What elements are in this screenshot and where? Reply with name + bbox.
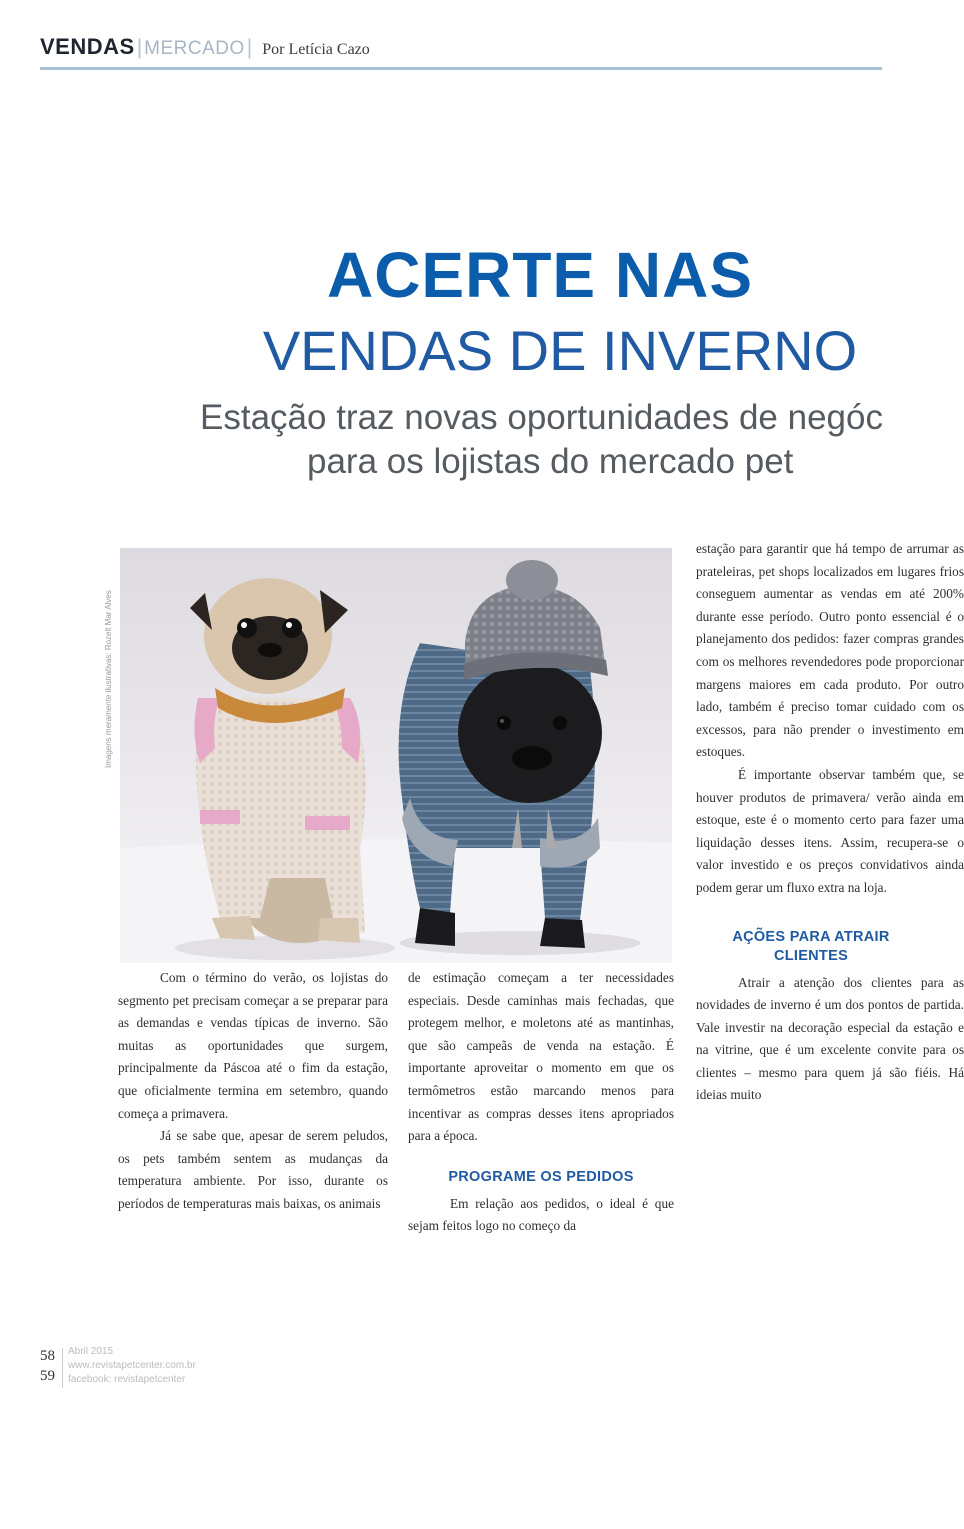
deck-subtitle <box>180 396 882 486</box>
section-label: VENDAS <box>40 34 135 59</box>
footer-social: facebook: revistapetcenter <box>68 1374 186 1385</box>
header-separator: | <box>246 36 253 59</box>
header-row <box>40 34 370 60</box>
paragraph: É importante observar também que, se houver produtos de primavera/ verão ainda em estoque, este é o momento certo para fazer uma liquidação desses itens. Assim, recupera-se o valor investido e os preços convidativos ainda podem gerar um fluxo extra na loja. <box>696 766 964 895</box>
page-number-left: 58 <box>40 1348 55 1364</box>
pugs-illustration <box>120 548 672 963</box>
article-column-3 <box>696 538 964 1278</box>
article-column-1 <box>118 967 388 1216</box>
article-column-3-text <box>696 538 964 1107</box>
deck-line-1: Estação traz novas oportunidades de negóc <box>200 398 883 437</box>
footer-issue: Abril 2015 <box>68 1346 114 1357</box>
photo-credit: Imagens meramente ilustrativas: Rozelt Mar Alves <box>104 590 113 768</box>
section-subheading: PROGRAME OS PEDIDOS <box>448 1168 634 1185</box>
deck-line-2: para os lojistas do mercado pet <box>307 442 794 481</box>
paragraph: Com o término do verão, os lojistas do segmento pet precisam começar a se preparar para as demandas e vendas típicas de inverno. São muitas as oportunidades que surgem, principalmente da Páscoa até o fim da estação, que oficialmente termina em setembro, quando começa a primavera. <box>118 970 388 1121</box>
headline-line-2: VENDAS DE INVERNO <box>262 319 858 382</box>
footer-website: www.revistapetcenter.com.br <box>68 1360 196 1371</box>
subsection-label: MERCADO <box>144 38 245 59</box>
article-photo-pugs <box>120 548 672 963</box>
page-footer <box>40 1346 300 1396</box>
footer-divider <box>62 1348 63 1388</box>
header-separator: | <box>136 36 143 59</box>
paragraph: estação para garantir que há tempo de arrumar as prateleiras, pet shops localizados em lugares frios conseguem aumentar as vendas em até 200% durante esse período. Outro ponto essencial é o planejamento dos pedidos: fazer compras grandes com os melhores revendedores pode proporcionar margens maiores em cada produto. Por outro lado, também é preciso tomar cuidado com os excessos, para não prender o investimento em estoques. <box>696 541 964 760</box>
paragraph: Já se sabe que, apesar de serem peludos, os pets também sentem as mudanças da temperatura ambiente. Por isso, durante os períodos de temperaturas mais baixas, os animais <box>118 1128 388 1211</box>
page-header <box>40 34 882 70</box>
headline-line-1: ACERTE NAS <box>326 239 754 311</box>
page-number-right: 59 <box>40 1368 55 1384</box>
paragraph: de estimação começam a ter necessidades especiais. Desde caminhas mais fechadas, que protegem melhor, e moletons até as mantinhas, que são campeãs de venda na estação. É importante aproveitar o momento em que os termômetros estão marcando menos para incentivar as compras desses itens apropriados para a época. <box>408 970 674 1144</box>
article-column-2 <box>408 967 674 1238</box>
author-byline: Por Letícia Cazo <box>262 41 370 58</box>
paragraph: Em relação aos pedidos, o ideal é que sejam feitos logo no começo da <box>408 1195 674 1234</box>
section-subheading: AÇÕES PARA ATRAIR CLIENTES <box>732 928 890 964</box>
paragraph: Atrair a atenção dos clientes para as novidades de inverno é um dos pontos de partida. Vale investir na decoração especial da estação e na vitrine, que é um excelente convite para os clientes – mesmo para quem já são fiéis. Há ideias muito <box>696 974 964 1103</box>
